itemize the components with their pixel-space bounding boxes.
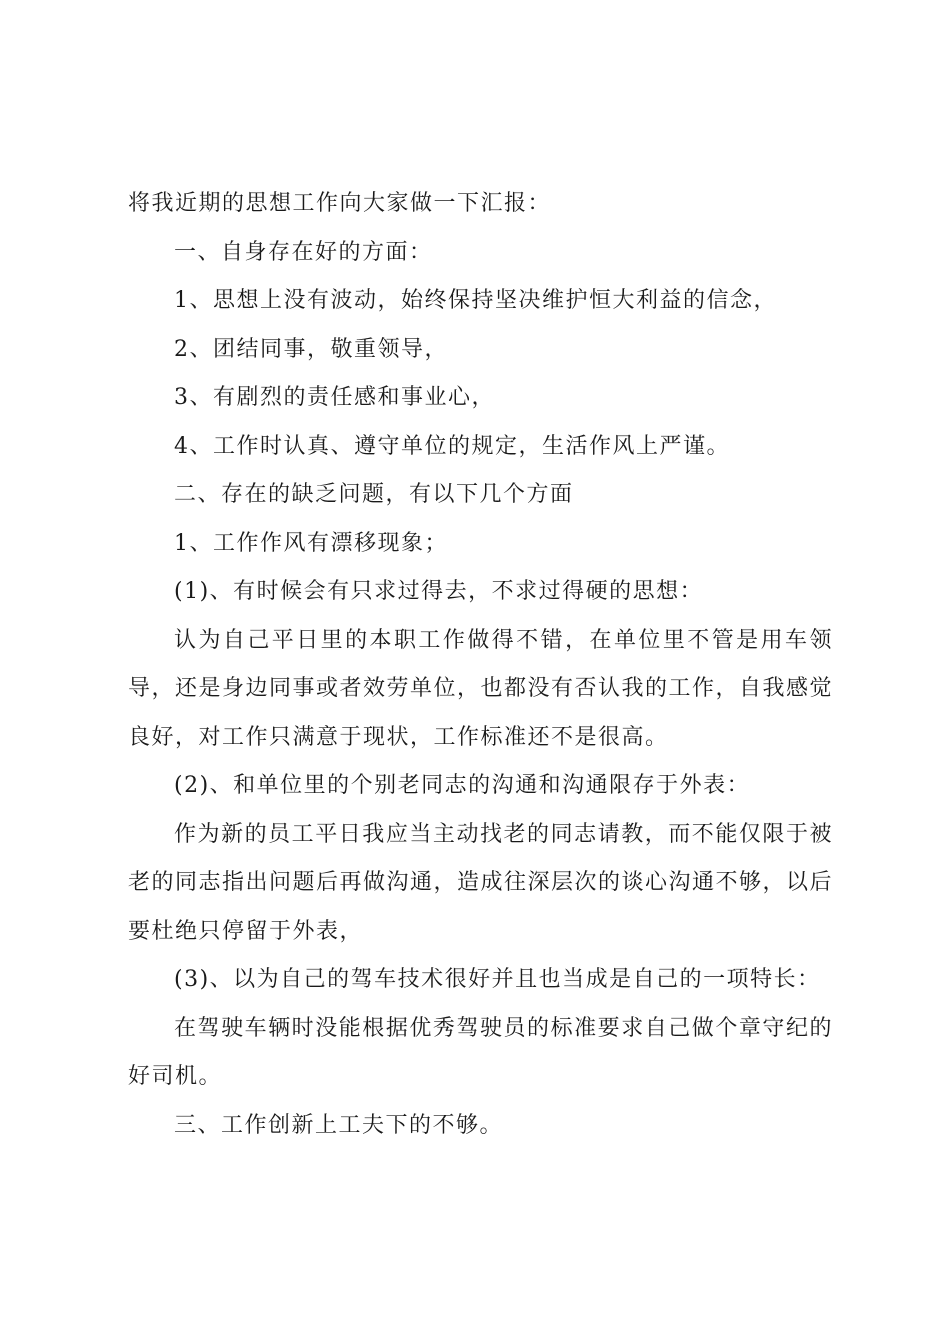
paragraph-problem-1-1-detail: 认为自己平日里的本职工作做得不错，在单位里不管是用车领导，还是身边同事或者效劳单位，也都没有否认我的工作，自我感觉良好，对工作只满意于现状，工作标准还不是很高。: [128, 627, 834, 750]
sub-item-problem-1-2: (2)、和单位里的个别老同志的沟通和沟通限存于外表：: [174, 773, 751, 798]
list-item-strength-2: 2、团结同事，敬重领导，: [174, 336, 448, 362]
section-heading-strengths: 一、自身存在好的方面：: [174, 239, 433, 265]
list-item-strength-4: 4、工作时认真、遵守单位的规定，生活作风上严谨。: [174, 433, 730, 459]
sub-item-problem-1-1: (1)、有时候会有只求过得去，不求过得硬的思想：: [174, 579, 704, 604]
paragraph-intro: 将我近期的思想工作向大家做一下汇报：: [128, 191, 552, 216]
list-item-strength-3: 3、有剧烈的责任感和事业心，: [174, 385, 495, 410]
list-item-problem-1: 1、工作作风有漂移现象；: [174, 530, 448, 556]
paragraph-problem-1-3-detail: 在驾驶车辆时没能根据优秀驾驶员的标准要求自己做个章守纪的好司机。: [128, 1015, 833, 1089]
sub-item-problem-1-3: (3)、以为自己的驾车技术很好并且也当成是自己的一项特长：: [174, 967, 821, 992]
section-heading-problems: 二、存在的缺乏问题，有以下几个方面: [174, 482, 574, 507]
paragraph-problem-1-2-detail: 作为新的员工平日我应当主动找老的同志请教，而不能仅限于被老的同志指出问题后再做沟通，造成往深层次的谈心沟通不够，以后要杜绝只停留于外表，: [128, 821, 834, 944]
document-body: [128, 180, 833, 1150]
list-item-strength-1: 1、思想上没有波动，始终保持坚决维护恒大利益的信念，: [174, 288, 777, 313]
section-heading-innovation: 三、工作创新上工夫下的不够。: [174, 1112, 504, 1138]
